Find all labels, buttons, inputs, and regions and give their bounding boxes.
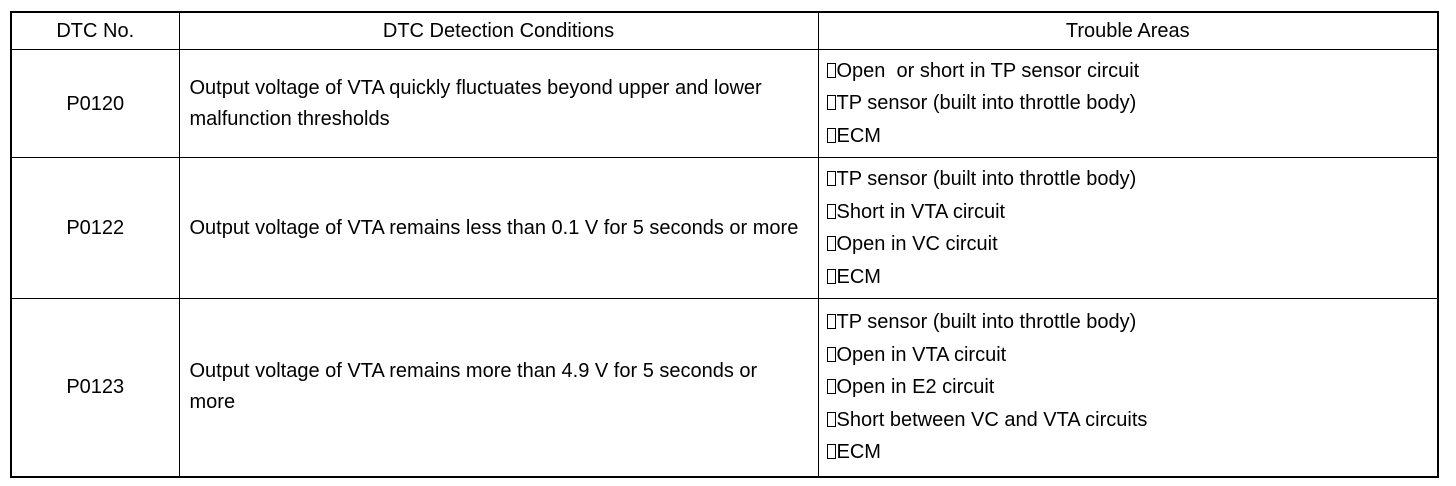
trouble-area-text: Short in VTA circuit xyxy=(836,200,1006,223)
trouble-area-text: ECM xyxy=(836,124,881,147)
trouble-area-item xyxy=(827,339,1438,372)
dtc-code: P0120 xyxy=(11,50,179,158)
table-row xyxy=(11,50,1438,158)
trouble-area-text: ECM xyxy=(836,265,881,288)
table-row xyxy=(11,299,1438,477)
trouble-area-item xyxy=(827,404,1438,437)
trouble-area-item xyxy=(827,196,1438,229)
detection-condition: Output voltage of VTA remains more than 4.9 V for 5 seconds or more xyxy=(179,299,818,477)
trouble-area-text: TP sensor (built into throttle body) xyxy=(836,311,1137,333)
checkbox-bullet-icon xyxy=(827,171,836,186)
detection-condition: Output voltage of VTA quickly fluctuates beyond upper and lower malfunction thresholds xyxy=(179,50,818,158)
trouble-area-item xyxy=(827,228,1438,261)
trouble-area-text: Open in VTA circuit xyxy=(836,343,1007,366)
checkbox-bullet-icon xyxy=(827,95,836,110)
dtc-table xyxy=(10,11,1439,478)
trouble-area-item xyxy=(827,306,1438,339)
trouble-areas-cell xyxy=(818,299,1438,477)
dtc-code: P0123 xyxy=(11,299,179,477)
trouble-area-item xyxy=(827,120,1438,153)
trouble-area-item xyxy=(827,87,1438,120)
checkbox-bullet-icon xyxy=(827,444,836,459)
header-dtc-no: DTC No. xyxy=(11,12,179,50)
checkbox-bullet-icon xyxy=(827,269,836,284)
checkbox-bullet-icon xyxy=(827,412,836,427)
checkbox-bullet-icon xyxy=(827,314,836,329)
trouble-areas-cell xyxy=(818,158,1438,299)
table-row xyxy=(11,158,1438,299)
trouble-area-text: TP sensor (built into throttle body) xyxy=(836,92,1137,115)
checkbox-bullet-icon xyxy=(827,128,836,143)
trouble-area-item xyxy=(827,163,1438,196)
detection-condition: Output voltage of VTA remains less than 0.1 V for 5 seconds or more xyxy=(179,158,818,299)
trouble-area-text: Open or short in TP sensor circuit xyxy=(836,59,1140,82)
trouble-area-item xyxy=(827,55,1438,88)
header-trouble-areas: Trouble Areas xyxy=(818,12,1438,50)
trouble-area-item xyxy=(827,371,1438,404)
table-header-row xyxy=(11,12,1438,50)
trouble-areas-cell xyxy=(818,50,1438,158)
checkbox-bullet-icon xyxy=(827,347,836,362)
trouble-area-text: Open in VC circuit xyxy=(836,233,998,255)
trouble-area-text: TP sensor (built into throttle body) xyxy=(836,168,1137,190)
checkbox-bullet-icon xyxy=(827,204,836,219)
checkbox-bullet-icon xyxy=(827,63,836,78)
trouble-area-item xyxy=(827,436,1438,469)
checkbox-bullet-icon xyxy=(827,236,836,251)
trouble-area-text: ECM xyxy=(836,441,881,463)
checkbox-bullet-icon xyxy=(827,379,836,394)
trouble-area-text: Short between VC and VTA circuits xyxy=(836,408,1148,431)
header-detection-conditions: DTC Detection Conditions xyxy=(179,12,818,50)
trouble-area-text: Open in E2 circuit xyxy=(836,376,995,398)
trouble-area-item xyxy=(827,261,1438,294)
dtc-code: P0122 xyxy=(11,158,179,299)
